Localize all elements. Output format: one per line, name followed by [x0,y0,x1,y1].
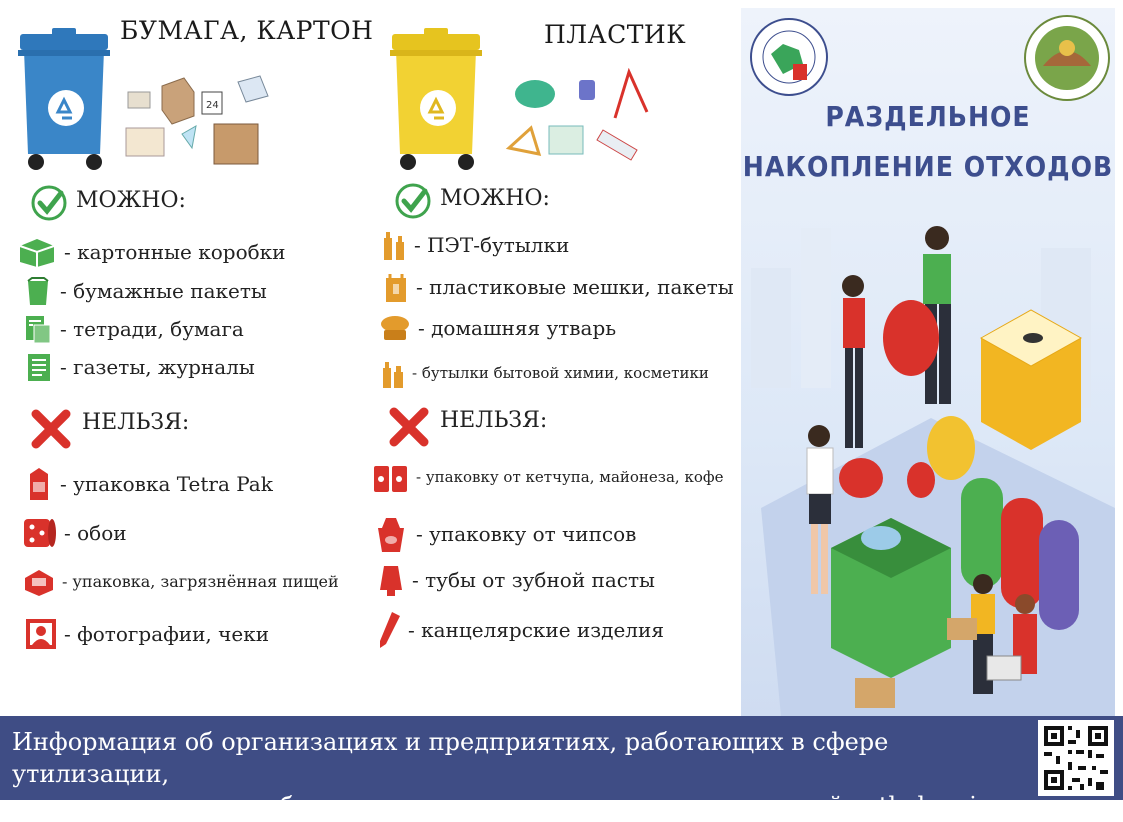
footer-line-2: сортировки и переработки отходов и вторсырья, доступна на сайте tkokomi.ru [12,792,1012,820]
box-icon [16,236,58,268]
sauce-pack-icon [372,460,410,494]
check-icon [394,182,432,220]
paper-allowed-title: МОЖНО: [76,188,186,213]
paper-forbidden-title: НЕЛЬЗЯ: [82,410,190,435]
paper-forbidden-item: - обои [20,515,127,551]
paper-forbidden-item: - упаковка Tetra Pak [24,466,273,502]
pen-icon [376,610,402,650]
svg-text:24: 24 [206,100,219,111]
yellow-bin-icon [390,28,482,170]
newspaper-icon [24,351,54,383]
panel-title-line2: НАКОПЛЕНИЕ ОТХОДОВ [742,150,1114,183]
plastic-forbidden-item: - канцелярские изделия [376,610,664,650]
wallpaper-roll-icon [20,515,58,551]
plastic-allowed-item: - домашняя утварь [378,312,616,344]
panel-title-line1: РАЗДЕЛЬНОЕ [825,100,1031,133]
paper-allowed-item: - бумажные пакеты [22,275,267,307]
plastic-allowed-title: МОЖНО: [440,186,550,211]
plastic-allowed-item: - бутылки бытовой химии, косметики [380,356,709,390]
paper-bag-icon [22,275,54,307]
paper-title: БУМАГА, КАРТОН [120,16,374,45]
blue-bin-icon [18,28,110,170]
paper-allowed-item: - тетради, бумага [22,313,244,345]
plastic-bag-icon [382,270,410,304]
toothpaste-icon [376,562,406,598]
qr-code[interactable] [1038,720,1114,796]
right-panel [741,8,1115,716]
cross-icon [30,408,72,450]
footer-line-1: Информация об организациях и предприятиях, работающих в сфере утилизации, [12,728,889,788]
household-items-icon [378,312,412,344]
plastic-waste-illustration [505,68,655,168]
chemical-bottles-icon [380,356,406,390]
plastic-allowed-item: - ПЭТ-бутылки [380,228,569,262]
footer-bar [0,716,1123,820]
plastic-title: ПЛАСТИК [544,20,687,49]
paper-allowed-item: - картонные коробки [16,236,285,268]
food-box-icon [22,564,56,598]
pet-bottles-icon [380,228,408,262]
plastic-forbidden-title: НЕЛЬЗЯ: [440,408,548,433]
cross-icon [388,406,430,448]
plastic-forbidden-item: - тубы от зубной пасты [376,562,655,598]
notebook-icon [22,313,54,345]
footer-text [12,726,1032,822]
check-icon [30,184,68,222]
photo-icon [24,617,58,651]
paper-forbidden-item: - фотографии, чеки [24,617,269,651]
paper-waste-illustration [122,72,282,172]
paper-allowed-item: - газеты, журналы [24,351,255,383]
plastic-allowed-item: - пластиковые мешки, пакеты [382,270,734,304]
tetra-pak-icon [24,466,54,502]
ministry-logo [749,14,829,100]
plastic-forbidden-item: - упаковку от чипсов [372,514,636,554]
plastic-forbidden-item: - упаковку от кетчупа, майонеза, кофе [372,460,724,494]
chips-pack-icon [372,514,410,554]
recycling-people-illustration [741,208,1115,716]
paper-forbidden-item: - упаковка, загрязнённая пищей [22,564,339,598]
nature-emblem-logo [1023,12,1111,104]
